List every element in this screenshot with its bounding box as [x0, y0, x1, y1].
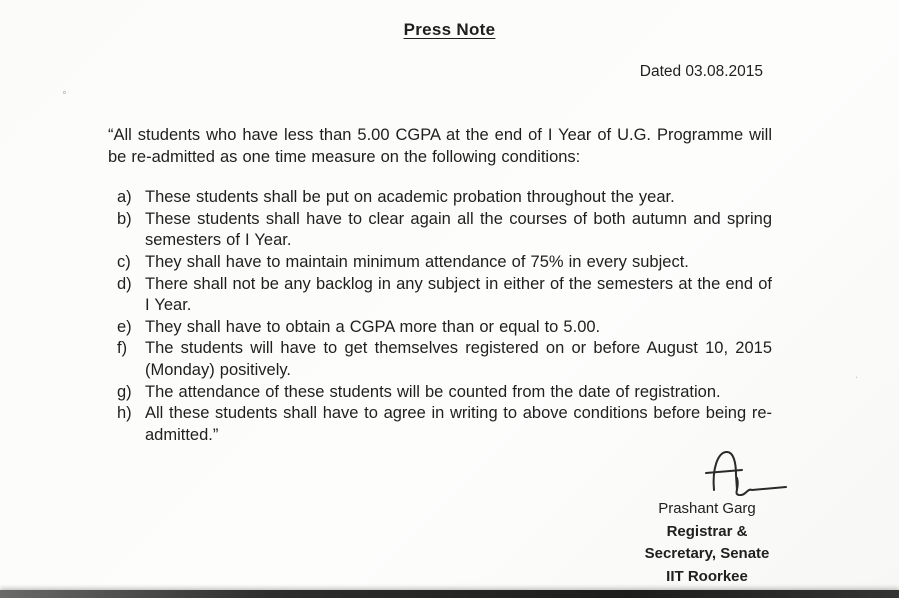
- condition-item: [108, 209, 772, 252]
- condition-item: [108, 382, 772, 404]
- signatory-org-line: IIT Roorkee: [666, 567, 748, 585]
- document-title-text: Press Note: [403, 20, 496, 39]
- date-line: Dated 03.08.2015: [639, 63, 763, 80]
- condition-text: These students shall have to clear again all the courses of both autumn and spring semesters of I Year.: [145, 209, 772, 250]
- condition-item: [108, 403, 772, 446]
- condition-text: The students will have to get themselves registered on or before August 10, 2015 (Monday) positively.: [145, 339, 772, 379]
- condition-label: d): [117, 274, 132, 293]
- condition-text: They shall have to obtain a CGPA more than or equal to 5.00.: [145, 317, 601, 336]
- condition-label: b): [117, 209, 132, 228]
- document-title: [0, 20, 899, 40]
- document-body: [108, 125, 772, 446]
- signatory-role-line: Secretary, Senate: [644, 545, 770, 562]
- signatory-name: Prashant Garg: [658, 500, 756, 517]
- condition-item: [108, 274, 772, 317]
- condition-item: [108, 317, 772, 339]
- condition-label: g): [117, 382, 132, 401]
- signature-block: [612, 448, 802, 588]
- condition-label: f): [117, 339, 128, 358]
- condition-text: They shall have to maintain minimum attendance of 75% in every subject.: [145, 252, 689, 271]
- scan-speck: ·: [853, 371, 860, 384]
- intro-paragraph: “All students who have less than 5.00 CGPA at the end of I Year of U.G. Programme will be re-admitted as one time measure on the following conditions:: [108, 126, 772, 166]
- condition-text: There shall not be any backlog in any subject in either of the semesters at the end of I Year.: [145, 274, 772, 315]
- condition-text: The attendance of these students will be counted from the date of registration.: [145, 382, 721, 401]
- condition-item: [108, 338, 772, 381]
- condition-text: These students shall be put on academic probation throughout the year.: [145, 188, 675, 207]
- signatory-role-line: Registrar &: [666, 522, 748, 540]
- conditions-list: [108, 187, 772, 446]
- scan-bottom-edge-artifact: [0, 590, 899, 598]
- condition-label: h): [117, 404, 132, 423]
- condition-text: All these students shall have to agree in writing to above conditions before being re-admitted.”: [145, 404, 772, 444]
- condition-item: [108, 187, 772, 209]
- condition-label: e): [117, 317, 132, 336]
- condition-item: [108, 252, 772, 274]
- scan-speck: °: [61, 89, 69, 102]
- condition-label: c): [117, 252, 131, 271]
- condition-label: a): [117, 188, 132, 207]
- handwritten-signature-icon: [700, 448, 790, 496]
